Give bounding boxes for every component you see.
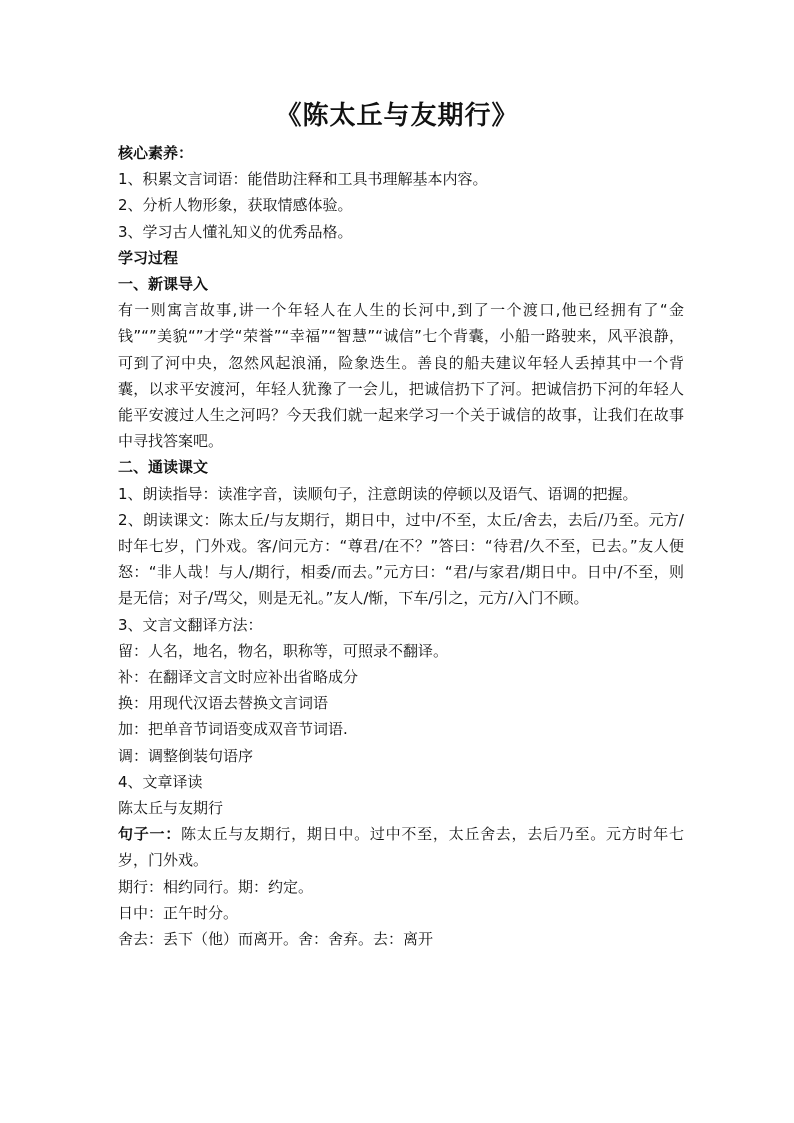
translation-method: 留：人名，地名，物名，职称等，可照录不翻译。 — [118, 641, 449, 660]
core-item: 1、积累文言词语：能借助注释和工具书理解基本内容。 — [118, 170, 488, 189]
translation-method: 调：调整倒装句语序 — [118, 746, 254, 765]
translation-method: 补：在翻译文言文时应补出省略成分 — [118, 668, 359, 687]
process-heading: 学习过程 — [118, 248, 179, 267]
core-item: 3、学习古人懂礼知义的优秀品格。 — [118, 222, 353, 241]
text-title: 陈太丘与友期行 — [118, 799, 224, 818]
translation-method: 加：把单音节词语变成双音节词语. — [118, 720, 348, 739]
core-item: 2、分析人物形象，获取情感体验。 — [118, 196, 353, 215]
sentence-text: 陈太丘与友期行，期日中。过中不至，太丘舍去，去后乃至。元方时年七岁，门外戏。 — [118, 825, 684, 870]
note: 期行：相约同行。期：约定。 — [118, 877, 314, 896]
note: 舍去：丢下（他）而离开。舍：舍弃。去：离开 — [118, 930, 434, 949]
sentence-label: 句子一： — [118, 825, 181, 844]
intro-paragraph: 有一则寓言故事,讲一个年轻人在人生的长河中,到了一个渡口,他已经拥有了“金钱”“”美貌“”才学“荣誉”“幸福”“智慧”“诚信”七个背囊，小船一路驶来，风平浪静，可到了河中央，忽然风起浪涌，险象迭生。善良的船夫建议年轻人丢掉其中一个背囊，以求平安渡河，年轻人犹豫了一会儿，把诚信扔下了河。把诚信扔下河的年轻人能平安渡过人生之河吗？今天我们就一起来学习一个关于诚信的故事，让我们在故事中寻找答案吧。 — [118, 301, 684, 451]
reading-item-4: 4、文章译读 — [118, 772, 203, 791]
core-heading: 核心素养： — [118, 144, 194, 162]
document-body — [118, 140, 684, 952]
reading-item-1: 1、朗读指导：读准字音，读顺句子，注意朗读的停顿以及语气、语调的把握。 — [118, 484, 638, 503]
intro-heading: 一、新课导入 — [118, 275, 209, 294]
translation-method: 换：用现代汉语去替换文言词语 — [118, 694, 329, 713]
reading-heading: 二、通读课文 — [118, 458, 209, 477]
note: 日中：正午时分。 — [118, 903, 239, 922]
sentence-one — [118, 821, 684, 873]
reading-item-2: 2、朗读课文：陈太丘/与友期行，期日中，过中/不至，太丘/舍去，去后/乃至。元方/时年七岁，门外戏。客/问元方：“尊君/在不？”答曰：“待君/久不至，已去。”友人便怒：“非人哉！与人/期行，相委/而去。”元方曰：“君/与家君/期日中。日中/不至，则是无信；对子/骂父，则是无礼。”友人/惭，下车/引之，元方/入门不顾。 — [118, 510, 684, 608]
document-title: 《陈太丘与友期行》 — [275, 101, 519, 131]
reading-item-3: 3、文言文翻译方法： — [118, 615, 263, 634]
